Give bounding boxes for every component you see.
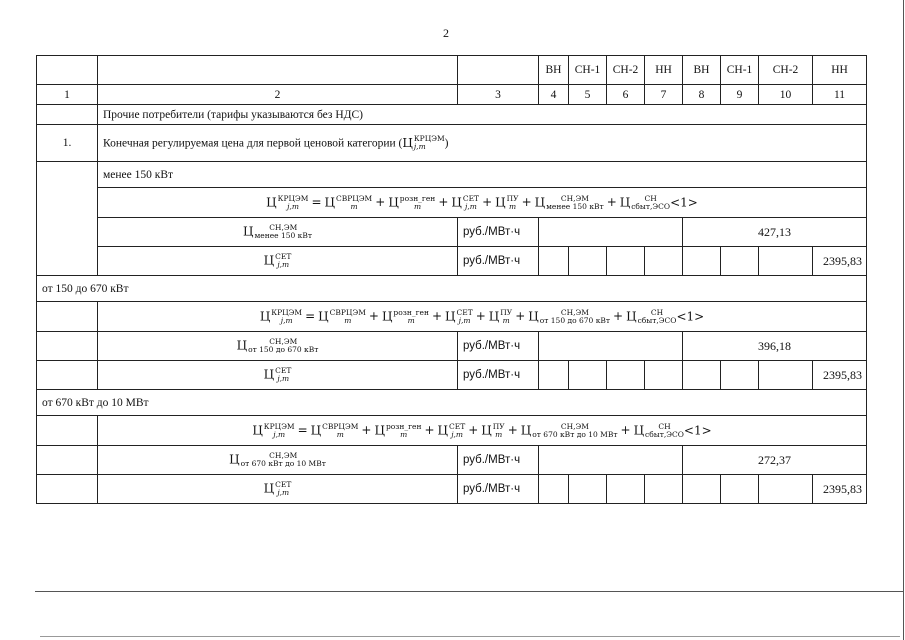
page-border xyxy=(903,0,904,640)
empty-cell xyxy=(721,361,759,390)
col-number: 10 xyxy=(759,85,813,105)
row-blank xyxy=(37,475,98,504)
section-row xyxy=(37,105,867,125)
col-number: 2 xyxy=(98,85,458,105)
set-value-row xyxy=(37,475,867,504)
unit-label: руб./МВт·ч xyxy=(458,332,539,361)
col-number: 5 xyxy=(569,85,607,105)
col-number: 7 xyxy=(645,85,683,105)
group-label: от 670 кВт до 10 МВт xyxy=(37,390,867,416)
group-row xyxy=(37,390,867,416)
unit-label: руб./МВт·ч xyxy=(458,475,539,504)
header-cell-blank xyxy=(458,56,539,85)
empty-cell xyxy=(569,361,607,390)
item-row xyxy=(37,125,867,162)
formula-blank xyxy=(37,302,98,332)
empty-cell xyxy=(607,475,645,504)
set-value: 2395,83 xyxy=(813,247,867,276)
set-symbol: Ц СЕТ j,m xyxy=(98,475,458,504)
header-col-sn2: СН-2 xyxy=(759,56,813,85)
sn-symbol: Ц СН,ЭМ от 670 кВт до 10 МВт xyxy=(98,446,458,475)
header-row xyxy=(37,56,867,85)
unit-label: руб./МВт·ч xyxy=(458,446,539,475)
sn-value-row xyxy=(37,332,867,361)
header-col-nn: НН xyxy=(645,56,683,85)
formula-cell: Ц КРЦЭМ j,m = Ц СВРЦЭМ m + Ц розн_ген m + Ц СЕТ j,m + Ц ПУ m + Ц СН,ЭМ от 670 кВт до 10 МВт + Ц СН сбыт,ЭСО <1> xyxy=(98,416,867,446)
empty-cell xyxy=(759,361,813,390)
formula-row xyxy=(37,302,867,332)
footer-divider xyxy=(35,591,903,592)
set-symbol: Ц СЕТ j,m xyxy=(98,361,458,390)
empty-cell xyxy=(607,247,645,276)
empty-cell xyxy=(569,247,607,276)
section-cell-blank xyxy=(37,105,98,125)
page-number: 2 xyxy=(443,26,449,40)
footer-divider xyxy=(40,636,900,637)
row-blank xyxy=(37,446,98,475)
header-col-sn1: СН-1 xyxy=(721,56,759,85)
group-index-cell xyxy=(37,162,98,276)
formula-row xyxy=(37,188,867,218)
empty-cell xyxy=(721,475,759,504)
empty-cell xyxy=(683,247,721,276)
row-blank xyxy=(37,361,98,390)
unit-label: руб./МВт·ч xyxy=(458,361,539,390)
formula-cell: Ц КРЦЭМ j,m = Ц СВРЦЭМ m + Ц розн_ген m + Ц СЕТ j,m + Ц ПУ m + Ц СН,ЭМ от 150 до 670 кВт + Ц СН сбыт,ЭСО <1> xyxy=(98,302,867,332)
column-numbers-row xyxy=(37,85,867,105)
set-value-row xyxy=(37,361,867,390)
col-number: 3 xyxy=(458,85,539,105)
set-value-row xyxy=(37,247,867,276)
empty-cell xyxy=(759,475,813,504)
header-col-vn: ВН xyxy=(683,56,721,85)
empty-cell xyxy=(759,247,813,276)
row-blank xyxy=(37,332,98,361)
set-value: 2395,83 xyxy=(813,361,867,390)
empty-cell xyxy=(645,475,683,504)
header-cell-blank xyxy=(98,56,458,85)
formula-row xyxy=(37,416,867,446)
sn-value-row xyxy=(37,446,867,475)
empty-cell xyxy=(721,247,759,276)
item-label-text: Конечная регулируемая цена для первой ценовой категории ( xyxy=(103,137,403,150)
formula-blank xyxy=(37,416,98,446)
group-row xyxy=(37,276,867,302)
empty-cell xyxy=(539,361,569,390)
header-col-vn: ВН xyxy=(539,56,569,85)
header-col-sn2: СН-2 xyxy=(607,56,645,85)
tariff-table xyxy=(36,55,867,504)
empty-span xyxy=(539,446,683,475)
header-col-sn1: СН-1 xyxy=(569,56,607,85)
empty-cell xyxy=(539,475,569,504)
empty-cell xyxy=(645,247,683,276)
sn-value: 272,37 xyxy=(683,446,867,475)
col-number: 8 xyxy=(683,85,721,105)
unit-label: руб./МВт·ч xyxy=(458,247,539,276)
empty-cell xyxy=(645,361,683,390)
unit-label: руб./МВт·ч xyxy=(458,218,539,247)
empty-span xyxy=(539,218,683,247)
formula-cell: Ц КРЦЭМ j,m = Ц СВРЦЭМ m + Ц розн_ген m + Ц СЕТ j,m + Ц ПУ m + Ц СН,ЭМ менее 150 кВт + Ц СН сбыт,ЭСО <1> xyxy=(98,188,867,218)
set-value: 2395,83 xyxy=(813,475,867,504)
header-col-nn: НН xyxy=(813,56,867,85)
group-label: менее 150 кВт xyxy=(98,162,867,188)
group-label: от 150 до 670 кВт xyxy=(37,276,867,302)
empty-cell xyxy=(683,475,721,504)
empty-cell xyxy=(607,361,645,390)
col-number: 6 xyxy=(607,85,645,105)
sn-value: 427,13 xyxy=(683,218,867,247)
empty-cell xyxy=(539,247,569,276)
empty-cell xyxy=(569,475,607,504)
set-symbol: Ц СЕТ j,m xyxy=(98,247,458,276)
sn-value: 396,18 xyxy=(683,332,867,361)
col-number: 4 xyxy=(539,85,569,105)
section-title: Прочие потребители (тарифы указываются без НДС) xyxy=(98,105,867,125)
empty-span xyxy=(539,332,683,361)
sn-value-row xyxy=(37,218,867,247)
sn-symbol: Ц СН,ЭМ от 150 до 670 кВт xyxy=(98,332,458,361)
sn-symbol: Ц СН,ЭМ менее 150 кВт xyxy=(98,218,458,247)
col-number: 11 xyxy=(813,85,867,105)
col-number: 1 xyxy=(37,85,98,105)
formula-symbol: Ц КРЦЭМ j,m xyxy=(402,134,445,151)
col-number: 9 xyxy=(721,85,759,105)
empty-cell xyxy=(683,361,721,390)
item-label-end: ) xyxy=(444,137,449,150)
header-cell-blank xyxy=(37,56,98,85)
item-label xyxy=(98,125,867,162)
group-row xyxy=(37,162,867,188)
item-number: 1. xyxy=(37,125,98,162)
